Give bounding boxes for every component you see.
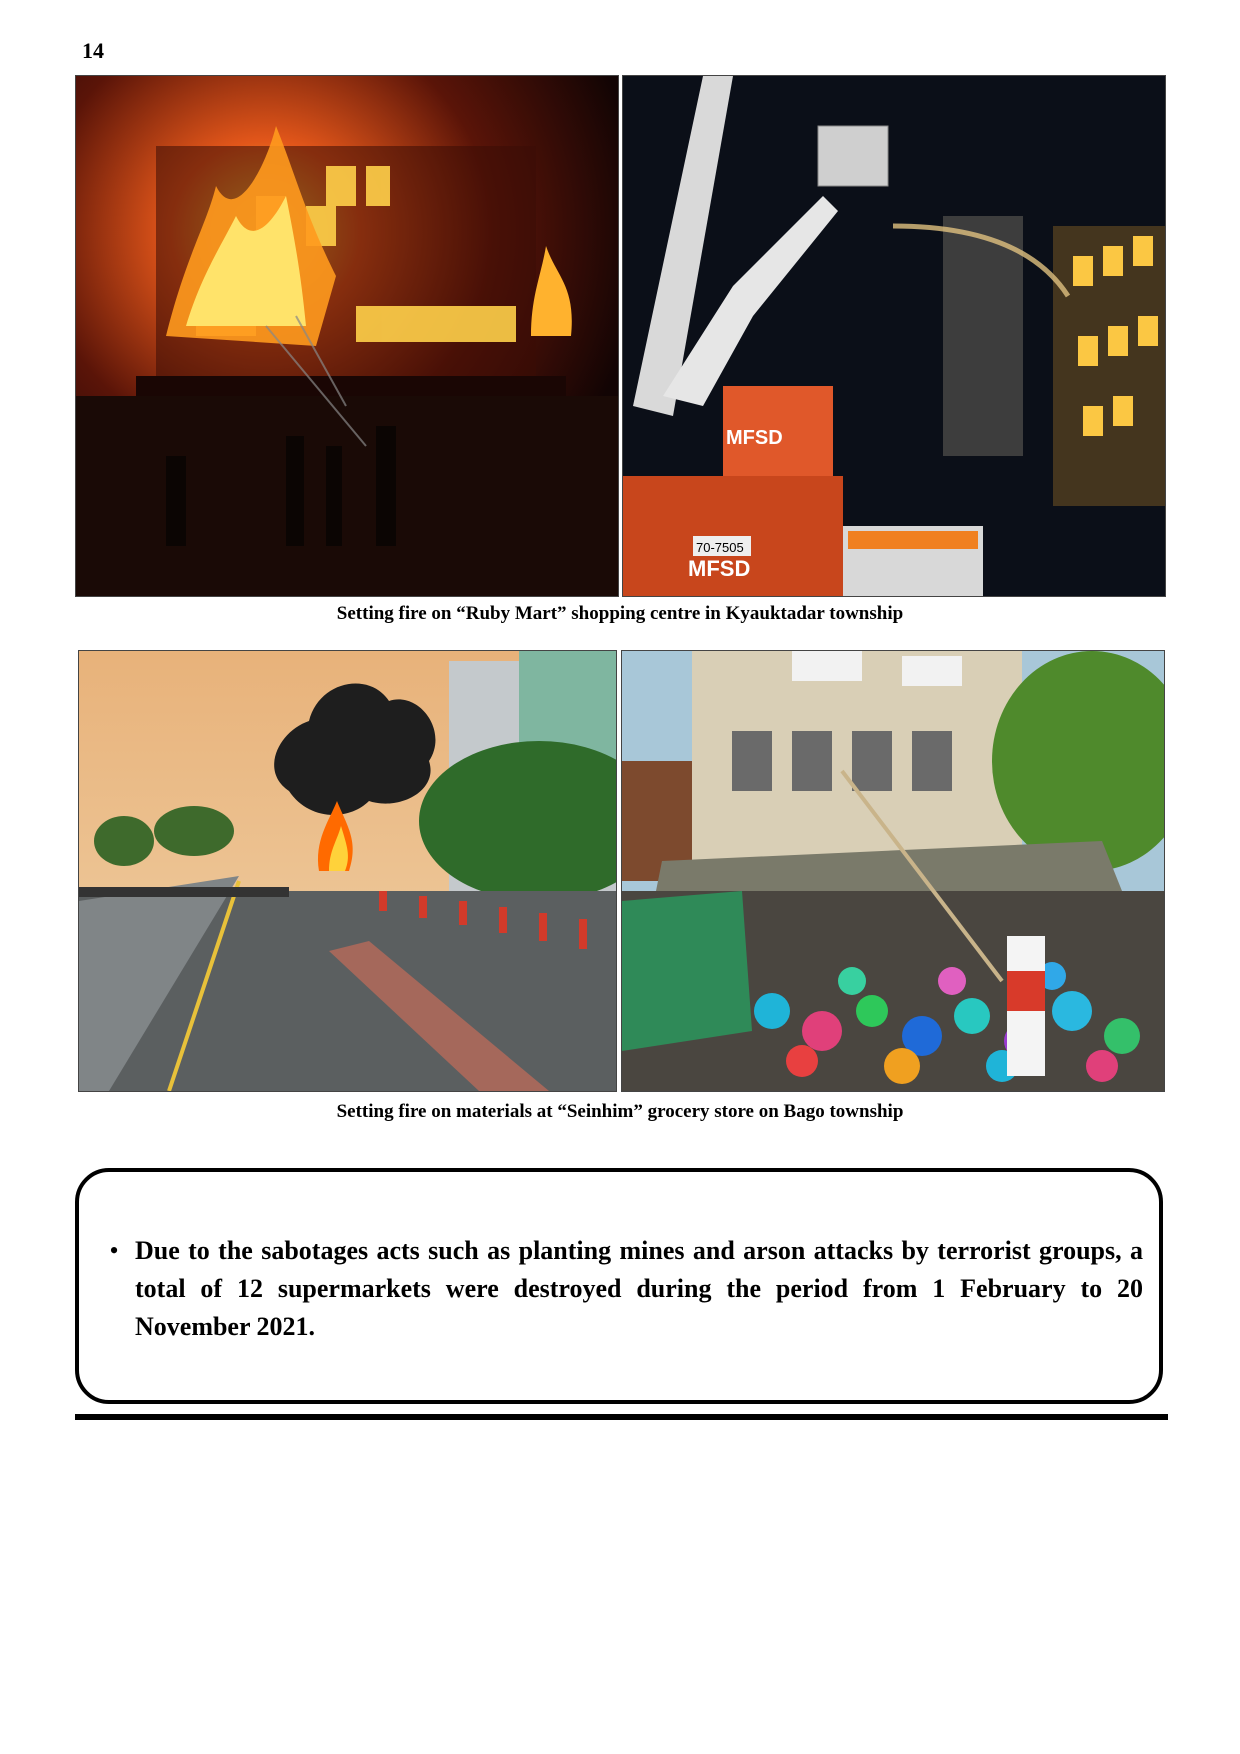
grocery-store-photo (621, 650, 1165, 1092)
figure-caption-1: Setting fire on “Ruby Mart” shopping centre in Kyauktadar township (336, 603, 904, 624)
horizontal-rule (75, 1414, 1168, 1420)
building-fire-photo (75, 75, 619, 597)
building-fire-night-photo (76, 76, 618, 596)
info-box (75, 1168, 1163, 1404)
license-plate: 70-7505 (696, 540, 744, 555)
truck-text: MFSD (726, 427, 783, 449)
bullet-text: Due to the sabotages acts such as planting mines and arson attacks by terrorist groups, a total of 12 supermarkets were destroyed during the period from 1 February to 20 November 2021. (135, 1236, 1143, 1341)
fire-truck-photo (622, 75, 1166, 597)
street-fire-smoke-photo (79, 651, 616, 1091)
destroyed-grocery-store-photo (622, 651, 1164, 1091)
bullet-icon: • (109, 1236, 119, 1265)
figure-caption-2: Setting fire on materials at “Seinhim” grocery store on Bago township (336, 1101, 904, 1122)
truck-lower-text: MFSD (688, 556, 751, 581)
fire-truck-ladder-photo (623, 76, 1165, 596)
page-number: 14 (82, 38, 104, 63)
bullet-item (93, 1232, 1143, 1346)
street-fire-photo (78, 650, 617, 1092)
